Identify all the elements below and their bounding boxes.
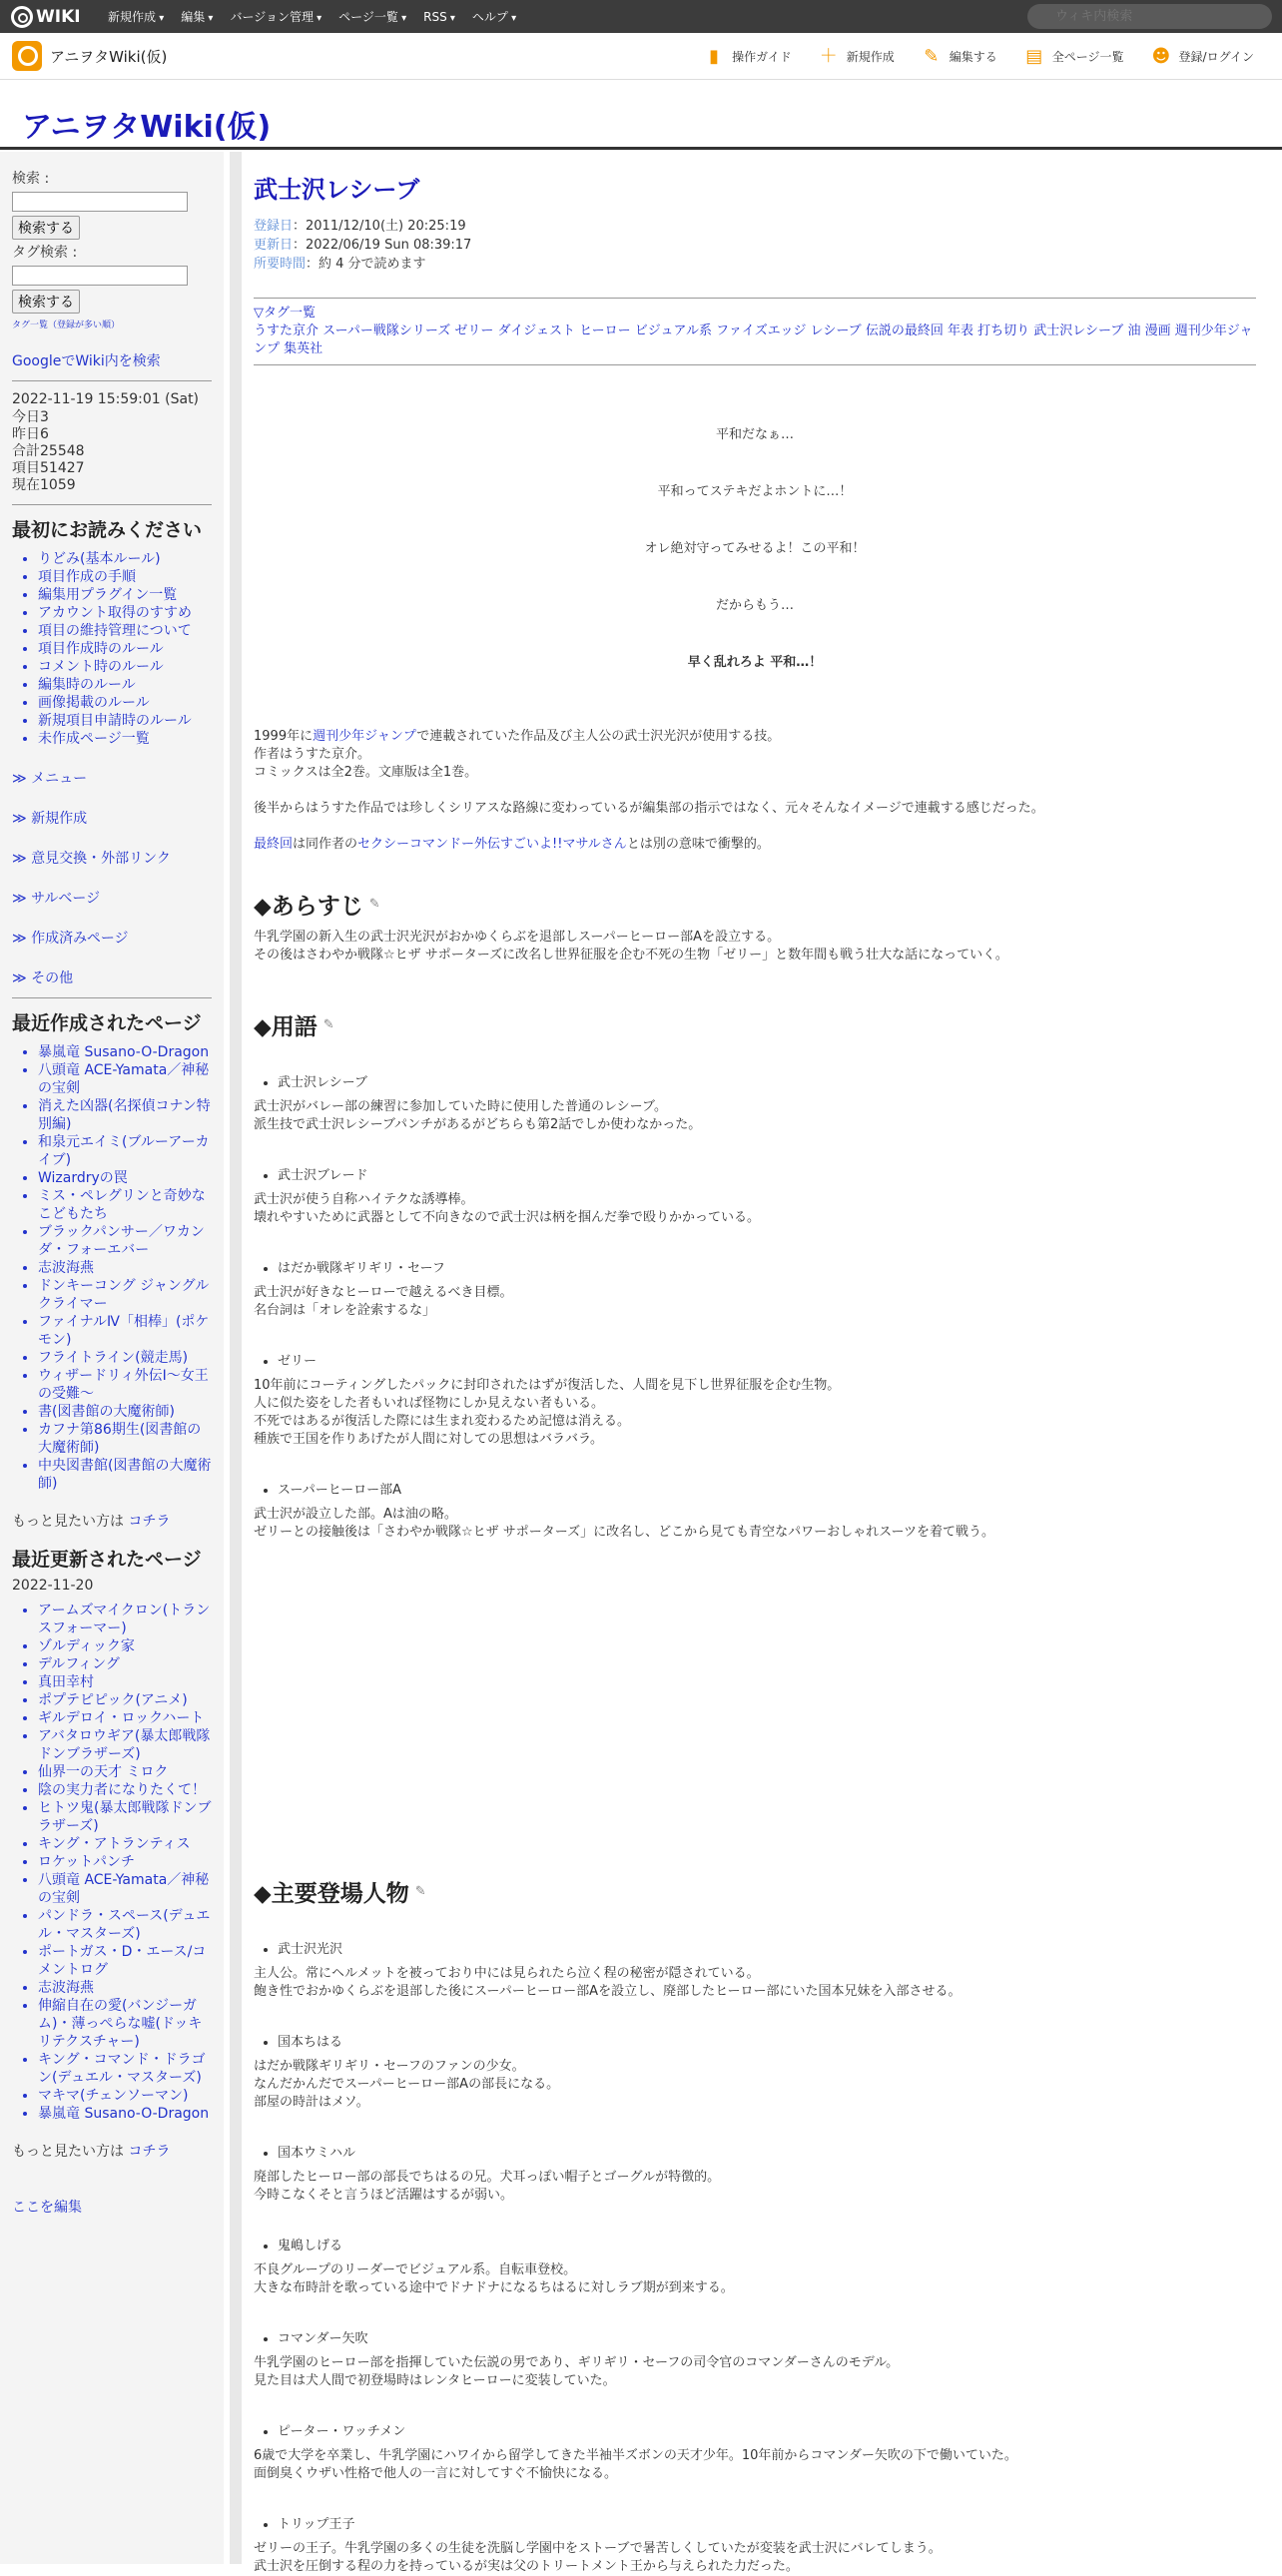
entry-line: 武士沢が使う自称ハイテクな誘導棒。 [254, 1192, 474, 1207]
registered-value: ：2011/12/10(土) 20:25:19 [293, 219, 466, 234]
sidebar-list-item[interactable]: • アバタロウギア(暴太郎戦隊ドンブラザーズ) [38, 1727, 212, 1763]
sidebar-list-item[interactable]: • ゾルディック家 [38, 1637, 212, 1655]
updated-label: 更新日 [254, 238, 294, 253]
sidebar-list-item[interactable]: • ヒトツ鬼(暴太郎戦隊ドンブラザーズ) [38, 1799, 212, 1835]
entry-description [254, 2540, 1256, 2576]
tag-link[interactable]: ゼリー [454, 323, 494, 338]
tag-link[interactable]: ダイジェスト [497, 323, 575, 338]
entry-line: はだか戦隊ギリギリ・セーフのファンの少女。 [254, 2059, 525, 2074]
entry-name: • ゼリー [278, 1350, 1256, 1369]
menu-help[interactable]: ヘルプ ▾ [472, 8, 516, 25]
more-created-link[interactable]: コチラ [128, 1514, 171, 1530]
wiki-search-input[interactable] [1027, 4, 1272, 29]
sidebar-list-item[interactable]: • アームズマイクロン(トランスフォーマー) [38, 1602, 212, 1637]
sidebar-list-item[interactable]: • パンドラ・スペース(デュエル・マスターズ) [38, 1907, 212, 1943]
sidebar-list-item[interactable]: • 真田幸村 [38, 1673, 212, 1691]
sidebar-list-item[interactable]: • 陰の実力者になりたくて！ [38, 1781, 212, 1799]
sidebar-list-item[interactable]: • ドンキーコング ジャングルクライマー [38, 1277, 212, 1313]
entry-name: • 国本ウミハル [278, 2142, 1256, 2161]
sidebar-list-item[interactable]: • デルフィング [38, 1655, 212, 1673]
quote-line: 早く乱れろよ 平和…！ [687, 655, 823, 670]
entry-line: 武士沢が設立した部。Aは油の略。 [254, 1507, 457, 1522]
tag-link[interactable]: ファイズエッジ [716, 323, 807, 338]
menu-new[interactable]: 新規作成 ▾ [108, 8, 164, 25]
sidebar-list-item[interactable]: • 新規項目申請時のルール [38, 712, 212, 730]
registered-label: 登録日 [254, 219, 294, 234]
entry [254, 1479, 1256, 1542]
recent-updated-heading: 最近更新されたページ [12, 1549, 202, 1571]
entry-line: 6歳で大学を卒業し、牛乳学園にハワイから留学してきた半袖半ズボンの天才少年。10年前からコマンダー矢吹の下で働いていた。 [254, 2448, 1017, 2463]
plus-icon: ＋ [819, 45, 838, 67]
page-meta [254, 217, 1256, 274]
sidebar-list-item[interactable]: • 未作成ページ一覧 [38, 730, 212, 748]
users-icon: ☻ [1151, 45, 1171, 67]
divider [12, 997, 212, 998]
intro [254, 728, 1256, 854]
edit-button[interactable] [923, 45, 997, 67]
tag-link[interactable]: スーパー戦隊シリーズ [322, 323, 451, 338]
sidebar-list-item[interactable]: • 八頭竜 ACE-Yamata／神秘の宝剣 [38, 1871, 212, 1907]
sidebar-link-salvage[interactable]: ≫ サルベージ [12, 888, 212, 908]
sidebar-list-item[interactable]: • キング・アトランティス [38, 1835, 212, 1853]
stat-today: 今日3 [12, 409, 49, 425]
tag-link[interactable]: 油 [1127, 323, 1141, 338]
guide-button[interactable] [705, 45, 792, 67]
menu-rss[interactable]: RSS ▾ [423, 10, 455, 24]
entry-line: 牛乳学園のヒーロー部を指揮していた伝説の男であり、ギリギリ・セーフの司令官のコマンダーさんのモデル。 [254, 2355, 900, 2370]
sidebar-link-menu[interactable]: ≫ メニュー [12, 768, 212, 788]
tag-search-label: タグ検索 : [12, 245, 78, 261]
tag-list-link[interactable]: タグ一覧（登録が多い順） [12, 321, 121, 330]
entry-line: 10年前にコーティングしたパックに封印されたはずが復活した、人間を見下し世界征服を企む生物。 [254, 1378, 841, 1393]
entry-line: 名台詞は「オレを詮索するな」 [254, 1303, 436, 1318]
sidebar-list-item[interactable]: • ウィザードリィ外伝Ⅰ～女王の受難～ [38, 1367, 212, 1403]
document-icon: ▤ [1025, 45, 1043, 67]
entry-description [254, 2261, 1256, 2297]
entry-line: 今時こなくそと言うほど活躍はするが弱い。 [254, 2188, 514, 2203]
entry [254, 1071, 1256, 1134]
menu-version[interactable]: バージョン管理 ▾ [230, 8, 321, 25]
entry-line: 面倒臭くウザい性格で他人の一言に対してすぐ不愉快になる。 [254, 2466, 618, 2481]
more-updated [12, 2141, 212, 2161]
tags-toggle[interactable]: ▽タグ一覧 [254, 306, 316, 321]
entry-line: 主人公。常にヘルメットを被っており中には見られたら泣く程の秘密が隠されている。 [254, 1966, 760, 1981]
entry-description [254, 1965, 1256, 2001]
main-content [254, 152, 1256, 2576]
intro-text: は同作者の [293, 837, 358, 852]
entry-line: 大きな布時計を歌っている途中でドナドナになるちはるに対しラブ期が到来する。 [254, 2280, 734, 2295]
entry-name: • ピーター・ワッチメン [278, 2420, 1256, 2439]
tag-link[interactable]: 武士沢レシーブ [1033, 323, 1124, 338]
sidebar-list-item[interactable]: • コメント時のルール [38, 658, 212, 676]
sidebar-link-new[interactable]: ≫ 新規作成 [12, 808, 212, 828]
entry-name: • 鬼嶋しげる [278, 2235, 1256, 2254]
entry-description [254, 1506, 1256, 1542]
characters-title: ◆主要登場人物 [254, 1881, 409, 1907]
edit-pencil-icon[interactable]: ✎ [414, 1884, 426, 1899]
sidebar-list-item[interactable]: • 志波海燕 [38, 1259, 212, 1277]
entry [254, 1257, 1256, 1320]
sidebar-list-item[interactable]: • ポプテピピック(アニメ) [38, 1691, 212, 1709]
entry-line: 種族で王国を作りあげたが人間に対しての思想はバラバラ。 [254, 1432, 603, 1447]
access-counter [12, 409, 212, 494]
read-time-value: ：約 4 分で読めます [306, 257, 426, 272]
entry-name: • はだか戦隊ギリギリ・セーフ [278, 1257, 1256, 1276]
entry-line: 不良グループのリーダーでビジュアル系。自転車登校。 [254, 2262, 577, 2277]
read-time-label: 所要時間 [254, 257, 307, 272]
entry [254, 1938, 1256, 2001]
entry [254, 2513, 1256, 2576]
entry-line: 不死ではあるが復活した際には生まれ変わるため記憶は消える。 [254, 1414, 631, 1429]
read-first-list [38, 550, 212, 748]
tag-search-input[interactable] [12, 266, 188, 286]
divider [12, 380, 212, 381]
entry [254, 2327, 1256, 2390]
sidebar-list-item[interactable]: • カフナ第86期生(図書館の大魔術師) [38, 1421, 212, 1457]
page-title[interactable]: 武士沢レシーブ [254, 176, 420, 204]
recent-updated-list [38, 1602, 212, 2123]
sidebar-list-item[interactable]: • 志波海燕 [38, 1979, 212, 1997]
tag-box [254, 298, 1256, 365]
sidebar-list-item[interactable]: • ポートガス・D・エース/コメントログ [38, 1943, 212, 1979]
intro-text: 後半からはうすた作品では珍しくシリアスな路線に変わっているが編集部の指示ではなく、元々そんなイメージで連載する感じだった。 [254, 801, 1044, 816]
entry-line: 武士沢がバレー部の練習に参加していた時に使用した普通のレシーブ。 [254, 1099, 667, 1114]
menu-pages[interactable]: ページ一覧 ▾ [338, 8, 406, 25]
more-created [12, 1511, 212, 1531]
tag-list [254, 322, 1256, 358]
entry-description [254, 2447, 1256, 2483]
entry-description [254, 1098, 1256, 1134]
entry-description [254, 2169, 1256, 2205]
login-label: 登録/ログイン [1178, 50, 1254, 64]
entry-line: ゼリーの王子。牛乳学園の多くの生徒を洗脳し学園中をストーブで暑苦しくしていたが変装を武士沢にバレてしまう。 [254, 2541, 942, 2556]
entry-name: • トリップ王子 [278, 2513, 1256, 2532]
wiki-icon [12, 41, 42, 71]
recent-updated-date: 2022-11-20 [12, 1578, 94, 1594]
entry [254, 1164, 1256, 1227]
tag-link[interactable]: 集英社 [284, 341, 323, 356]
sidebar-link-opinion[interactable]: ≫ 意見交換・外部リンク [12, 848, 212, 868]
sidebar-list-item[interactable]: • 編集時のルール [38, 676, 212, 694]
book-icon: ▮ [709, 45, 720, 67]
terms-list [254, 1071, 1256, 1542]
jump-link[interactable]: 週刊少年ジャンプ [313, 729, 417, 744]
entry [254, 2031, 1256, 2112]
stat-total: 合計25548 [12, 443, 85, 459]
sidebar-list-item[interactable]: • 項目作成の手順 [38, 568, 212, 586]
recent-created-heading: 最近作成されたページ [12, 1012, 202, 1034]
wiki-name[interactable]: アニヲタWiki(仮) [50, 47, 168, 66]
entry-description [254, 2058, 1256, 2112]
edit-pencil-icon[interactable]: ✎ [322, 1017, 334, 1032]
site-header [0, 80, 1282, 150]
all-pages-button[interactable] [1025, 45, 1124, 67]
sidebar-list-item[interactable]: • ミス・ペレグリンと奇妙なこどもたち [38, 1187, 212, 1223]
all-pages-label: 全ページ一覧 [1051, 50, 1124, 64]
entry-line: 見た目は犬人間で初登場時はレンタヒーローに変装していた。 [254, 2373, 616, 2388]
intro-text: 1999年に [254, 729, 314, 744]
sidebar-link-created[interactable]: ≫ 作成済みページ [12, 928, 212, 948]
at-logo-icon [11, 6, 33, 28]
google-search-link[interactable]: GoogleでWiki内を検索 [12, 353, 161, 369]
divider [12, 504, 212, 505]
create-button[interactable] [819, 45, 895, 67]
sidebar-list-item[interactable]: • 画像掲載のルール [38, 694, 212, 712]
tag-link[interactable]: 打ち切り [977, 323, 1030, 338]
entry-name: • 武士沢レシーブ [278, 1071, 1256, 1090]
entry-line: 飽き性でおかゆくらぶを退部した後にスーパーヒーロー部Aを設立し、廃部したヒーロー部にいた国本兄妹を入部させる。 [254, 1984, 962, 1999]
entry-name: • スーパーヒーロー部A [278, 1479, 1256, 1498]
entry [254, 2235, 1256, 2297]
edit-label: 編集する [949, 50, 997, 64]
tag-link[interactable]: レシーブ [810, 323, 862, 338]
quote-line: 平和だなぁ… [715, 427, 794, 442]
entry-description [254, 2354, 1256, 2390]
create-label: 新規作成 [846, 50, 895, 64]
characters-heading [254, 1875, 1256, 1908]
sidebar-list-item[interactable]: • ロケットパンチ [38, 1853, 212, 1871]
sidebar-list-item[interactable]: • マキマ(チェンソーマン) [38, 2087, 212, 2105]
tag-link[interactable]: ヒーロー [579, 323, 631, 338]
sidebar [0, 152, 224, 2564]
sidebar-list-item[interactable]: • 項目作成時のルール [38, 640, 212, 658]
intro-text: とは別の意味で衝撃的。 [626, 837, 770, 852]
sidebar-list-item[interactable]: • 暴嵐竜 Susano-O-Dragon [38, 2105, 212, 2123]
entry-line: なんだかんだでスーパーヒーロー部Aの部長になる。 [254, 2077, 560, 2092]
entry [254, 2142, 1256, 2205]
sidebar-list-item[interactable]: • 書(図書館の大魔術師) [38, 1403, 212, 1421]
search-label: 検索 : [12, 171, 50, 187]
quote-line: オレ絶対守ってみせるよ！この平和！ [644, 541, 866, 556]
recent-created-list [38, 1043, 212, 1493]
read-first-heading: 最初にお読みください [12, 519, 203, 541]
entry-line: 壊れやすいために武器として不向きなので武士沢は柄を掴んだ拳で殴りかかっている。 [254, 1210, 761, 1225]
more-updated-link[interactable]: コチラ [128, 2144, 171, 2160]
quote-line: だからもう… [715, 598, 794, 613]
updated-value: ：2022/06/19 Sun 08:39:17 [293, 238, 472, 253]
entry-line: 廃部したヒーロー部の部長でちはるの兄。犬耳っぽい帽子とゴーグルが特徴的。 [254, 2170, 721, 2185]
sidebar-list-item[interactable]: • 仙界一の天才 ミロク [38, 1763, 212, 1781]
guide-label: 操作ガイド [732, 50, 792, 64]
sidebar-list-item[interactable]: • フライトライン(競走馬) [38, 1349, 212, 1367]
entry-name: • コマンダー矢吹 [278, 2327, 1256, 2346]
toolbar [705, 33, 1282, 80]
tag-link[interactable]: 伝説の最終回 [865, 323, 944, 338]
entry-line: 派生技で武士沢レシーブパンチがあるがどちらも第2話でしか使わなかった。 [254, 1117, 702, 1132]
sidebar-list-item[interactable]: • 編集用プラグイン一覧 [38, 586, 212, 604]
intro-text: で連載されていた作品及び主人公の武士沢光沢が使用する技。 [416, 729, 781, 744]
tag-link[interactable]: 週刊少年ジャンプ [254, 323, 1253, 356]
edit-pencil-icon[interactable]: ✎ [368, 897, 380, 912]
intro-text: 作者はうすた京介。 [254, 747, 371, 762]
sidebar-list-item[interactable]: • アカウント取得のすすめ [38, 604, 212, 622]
pencil-icon: ✎ [924, 45, 940, 67]
stat-items: 項目51427 [12, 460, 85, 476]
sidebar-list-item[interactable]: • 消えた凶器(名探偵コナン特別編) [38, 1097, 212, 1133]
sidebar-list-item[interactable]: • りどみ(基本ルール) [38, 550, 212, 568]
sidebar-separator [230, 152, 242, 2564]
entry-line: 武士沢が好きなヒーローで越えるべき目標。 [254, 1285, 513, 1300]
tag-search-button[interactable]: 検索する [12, 290, 80, 314]
terms-heading [254, 1008, 1256, 1041]
terms-title: ◆用語 [254, 1014, 318, 1040]
sidebar-list-item[interactable]: • 暴嵐竜 Susano-O-Dragon [38, 1043, 212, 1061]
entry-line: 部屋の時計はメソ。 [254, 2095, 369, 2110]
entry-name: • 武士沢ブレード [278, 1164, 1256, 1183]
entry-description [254, 1377, 1256, 1449]
entry-line: 人に似た姿をした者もいれば怪物にしか見えない者もいる。 [254, 1396, 605, 1411]
entry-line: 武士沢を圧倒する程の力を持っているが実は父のトリートメント王から与えられた力だった。 [254, 2559, 799, 2574]
tag-link[interactable]: うすた京介 [254, 323, 320, 338]
entry [254, 1350, 1256, 1449]
login-button[interactable] [1151, 45, 1254, 67]
sidebar-list-item[interactable]: • 中央図書館(図書館の大魔術師) [38, 1457, 212, 1493]
entry-line: ゼリーとの接触後は「さわやか戦隊☆ヒザ サポーターズ」に改名し、どこから見ても青空なパワーおしゃれスーツを着て戦う。 [254, 1525, 994, 1540]
stat-yesterday: 昨日6 [12, 426, 49, 442]
entry-description [254, 1191, 1256, 1227]
final-episode-link[interactable]: 最終回 [254, 837, 294, 852]
masaru-link[interactable]: セクシーコマンドー外伝すごいよ!!マサルさん [357, 837, 627, 852]
quote-line: 平和ってステキだよホントに…！ [657, 484, 853, 499]
sidebar-list-item[interactable]: • ギルデロイ・ロックハート [38, 1709, 212, 1727]
edit-sidebar-link[interactable]: ここを編集 [12, 2200, 82, 2216]
sidebar-search-input[interactable] [12, 192, 188, 212]
sidebar-list-item[interactable]: • 項目の維持管理について [38, 622, 212, 640]
top-navbar [0, 0, 1282, 33]
stat-online: 現在1059 [12, 477, 76, 493]
sidebar-list-item[interactable]: • 和泉元エイミ(ブルーアーカイブ) [38, 1133, 212, 1169]
entry-name: • 武士沢光沢 [278, 1938, 1256, 1957]
sidebar-search-button[interactable]: 検索する [12, 216, 80, 240]
intro-text: コミックスは全2巻。文庫版は全1巻。 [254, 765, 478, 780]
synopsis-line: その後はさわやか戦隊☆ヒザ サポーターズに改名し世界征服を企む不死の生物「ゼリー」と数年間も戦う壮大な話になっていく。 [254, 948, 1008, 963]
sidebar-list-item[interactable]: • キング・コマンド・ドラゴン(デュエル・マスターズ) [38, 2051, 212, 2087]
synopsis-title: ◆あらすじ [254, 894, 363, 920]
tag-link[interactable]: ビジュアル系 [634, 323, 712, 338]
more-label: もっと見たい方は [12, 2144, 124, 2160]
logo-text: WIKI [36, 6, 81, 27]
synopsis-heading [254, 888, 1256, 921]
entry [254, 2420, 1256, 2483]
sidebar-list-item[interactable]: • ブラックパンサー／ワカンダ・フォーエバー [38, 1223, 212, 1259]
more-label: もっと見たい方は [12, 1514, 124, 1530]
synopsis-text [254, 929, 1256, 965]
site-title[interactable]: アニヲタWiki(仮) [22, 110, 272, 145]
synopsis-line: 牛乳学園の新入生の武士沢光沢がおかゆくらぶを退部しスーパーヒーロー部Aを設立する。 [254, 930, 781, 945]
entry-name: • 国本ちはる [278, 2031, 1256, 2050]
menu-edit[interactable]: 編集 ▾ [181, 8, 213, 25]
entry-description [254, 1284, 1256, 1320]
sidebar-link-other[interactable]: ≫ その他 [12, 967, 212, 987]
server-datetime: 2022-11-19 15:59:01 (Sat) [12, 391, 200, 407]
wiki-logo[interactable] [11, 6, 91, 28]
sidebar-list-item[interactable]: • ファイナルⅣ「相棒」(ポケモン) [38, 1313, 212, 1349]
tag-link[interactable]: 年表 [947, 323, 973, 338]
characters-list [254, 1938, 1256, 2576]
sidebar-list-item[interactable]: • 伸縮自在の愛(バンジーガム)・薄っぺらな嘘(ドッキリテクスチャー) [38, 1997, 212, 2051]
sidebar-list-item[interactable]: • 八頭竜 ACE-Yamata／神秘の宝剣 [38, 1061, 212, 1097]
tag-link[interactable]: 漫画 [1144, 323, 1171, 338]
sidebar-list-item[interactable]: • Wizardryの罠 [38, 1169, 212, 1187]
